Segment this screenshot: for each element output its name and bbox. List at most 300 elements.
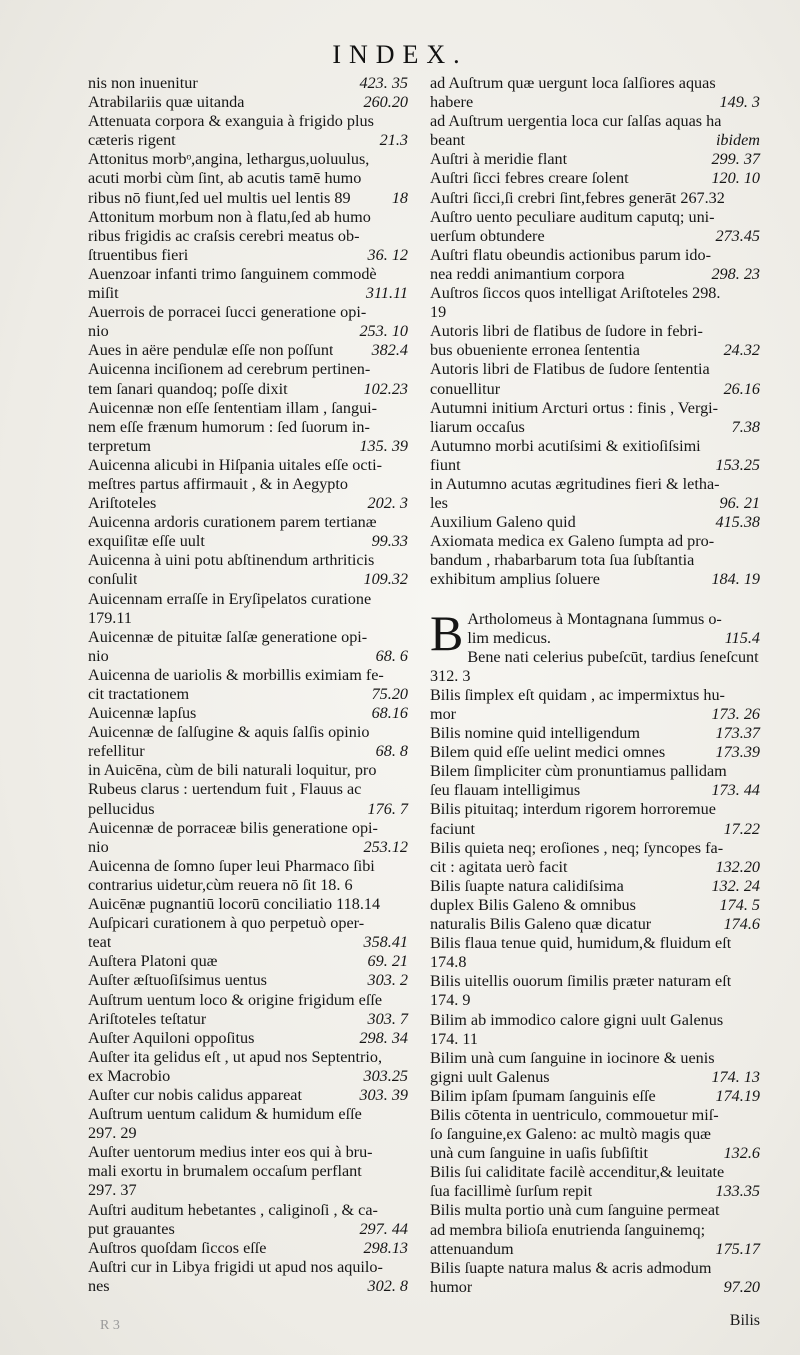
entry-ref: 26.16 bbox=[723, 379, 760, 398]
entry-text: Auſtros quoſdam ſiccos eſſe bbox=[88, 1238, 267, 1257]
entry-ref: 297. 44 bbox=[359, 1219, 408, 1238]
entry-ref: 173. 26 bbox=[711, 705, 760, 723]
index-line bbox=[430, 1125, 760, 1144]
entry-text: Bilis cōtenta in uentriculo, commouetur miſ- bbox=[430, 1105, 719, 1124]
entry-text: ad membra bilioſa enutrienda ſanguinemq; bbox=[430, 1220, 706, 1239]
index-line bbox=[88, 609, 408, 628]
entry-text: Autumno morbi acutiſsimi & exitioſiſsimi bbox=[430, 436, 701, 455]
index-line bbox=[88, 1010, 408, 1029]
entry-ref: 96. 21 bbox=[719, 494, 760, 513]
index-line bbox=[430, 667, 760, 686]
entry-text: nio bbox=[88, 646, 109, 665]
index-line bbox=[88, 933, 408, 952]
right-column bbox=[430, 74, 760, 1297]
index-line bbox=[430, 265, 760, 284]
entry-ref: 21.3 bbox=[379, 131, 408, 150]
index-line bbox=[430, 820, 760, 839]
index-line bbox=[430, 513, 760, 532]
entry-text: put grauantes bbox=[88, 1219, 175, 1238]
entry-text: Auſtrum uentum loco & origine frigidum eſſe bbox=[88, 990, 383, 1009]
entry-text: Bilis ſuapte natura calidiſsima bbox=[430, 876, 624, 895]
entry-text: Auſtro uento peculiare auditum caputq; uni- bbox=[430, 207, 715, 226]
entry-text: Auicennæ non eſſe ſententiam illam , ſangui- bbox=[88, 398, 378, 417]
index-line bbox=[430, 934, 760, 953]
entry-text: cit tractationem bbox=[88, 685, 190, 703]
catchword: Bilis bbox=[729, 1312, 760, 1329]
entry-ref: 303.25 bbox=[363, 1066, 408, 1085]
index-line bbox=[88, 150, 408, 169]
entry-text: 297. 29 bbox=[88, 1124, 137, 1143]
entry-text: Auicēnæ pugnantiū locorū conciliatio 118.14 bbox=[88, 895, 381, 914]
index-line bbox=[467, 610, 760, 629]
entry-text: nis non inuenitur bbox=[88, 74, 198, 92]
index-line bbox=[430, 418, 760, 437]
entry-ref: 115.4 bbox=[724, 628, 760, 647]
index-line bbox=[88, 1048, 408, 1067]
entry-ref: 174.6 bbox=[723, 915, 760, 934]
entry-ref: 75.20 bbox=[371, 685, 408, 703]
index-line bbox=[88, 1086, 408, 1105]
index-line bbox=[88, 227, 408, 246]
signature-mark: R 3 bbox=[100, 1318, 120, 1333]
entry-text: Ariſtoteles teſtatur bbox=[88, 1009, 207, 1028]
entry-text: tem ſanari quandoq; poſſe dixit bbox=[88, 379, 288, 398]
index-line bbox=[430, 1163, 760, 1182]
entry-ref: 174. 13 bbox=[711, 1067, 760, 1086]
entry-text: Auſtri à meridie flant bbox=[430, 150, 568, 169]
entry-text: 174.8 bbox=[430, 953, 467, 972]
index-line bbox=[88, 780, 408, 799]
entry-text: les bbox=[430, 494, 448, 513]
entry-ref: 253. 10 bbox=[359, 322, 408, 341]
entry-ref: 175.17 bbox=[715, 1239, 760, 1258]
index-line bbox=[430, 437, 760, 456]
entry-text: nio bbox=[88, 837, 109, 856]
index-line bbox=[88, 1239, 408, 1258]
index-line bbox=[430, 800, 760, 819]
entry-text: Auicennæ de pituitæ ſalſæ generatione opi- bbox=[88, 627, 368, 646]
entry-text: miſit bbox=[88, 284, 119, 303]
index-line bbox=[88, 1201, 408, 1220]
entry-text: Attonitum morbum non à flatu,ſed ab humo bbox=[88, 207, 371, 226]
entry-text: Autoris libri de Flatibus de ſudore ſententia bbox=[430, 360, 710, 379]
index-line bbox=[430, 1240, 760, 1259]
entry-text: mor bbox=[430, 705, 457, 723]
entry-text: ſo ſanguine,ex Galeno: ac multò magis quæ bbox=[430, 1125, 711, 1144]
index-line bbox=[88, 590, 408, 609]
index-line bbox=[88, 914, 408, 933]
entry-text: Bilis ſuapte natura malus & acris admodum bbox=[430, 1258, 712, 1277]
index-line bbox=[88, 723, 408, 742]
entry-ref: 36. 12 bbox=[367, 245, 408, 264]
index-line bbox=[430, 570, 760, 589]
entry-text: Auſter Aquiloni oppoſitus bbox=[88, 1028, 255, 1047]
page-title: INDEX. bbox=[332, 40, 468, 69]
index-line bbox=[88, 74, 408, 93]
index-line bbox=[430, 112, 760, 131]
entry-ref: 176. 7 bbox=[367, 799, 408, 818]
index-line bbox=[88, 93, 408, 112]
index-line bbox=[467, 629, 760, 648]
entry-ref: 273.45 bbox=[715, 226, 760, 245]
entry-text: nes bbox=[88, 1276, 110, 1295]
index-line bbox=[88, 169, 408, 188]
index-line bbox=[430, 1259, 760, 1278]
entry-text: Rubeus clarus : uertendum fuit , Flauus ac bbox=[88, 780, 362, 799]
entry-text: fiunt bbox=[430, 455, 461, 474]
entry-ref: 120. 10 bbox=[711, 169, 760, 188]
entry-ref: 17.22 bbox=[723, 819, 760, 838]
entry-text: faciunt bbox=[430, 819, 475, 838]
entry-ref: 24.32 bbox=[723, 341, 760, 360]
entry-text: Bilis nomine quid intelligendum bbox=[430, 724, 640, 743]
entry-ref: 358.41 bbox=[363, 933, 408, 952]
index-line bbox=[88, 1220, 408, 1239]
entry-text: Auſpicari curationem à quo perpetuò oper- bbox=[88, 914, 365, 933]
index-line bbox=[88, 418, 408, 437]
entry-text: meſtres partus affirmauit , & in Aegypto bbox=[88, 474, 348, 493]
entry-ref: 298. 34 bbox=[359, 1028, 408, 1047]
entry-ref: 299. 37 bbox=[711, 150, 760, 169]
entry-text: Bilis pituitaq; interdum rigorem horroremue bbox=[430, 800, 716, 819]
index-line bbox=[430, 284, 760, 303]
entry-text: uerſum obtundere bbox=[430, 226, 545, 245]
entry-ref: 415.38 bbox=[715, 513, 760, 532]
entry-text: Bilis ſui caliditate facilè accenditur,& leuitate bbox=[430, 1163, 725, 1182]
entry-text: Auſtera Platoni quæ bbox=[88, 952, 218, 971]
entry-text: Auſtri ſicci,ſi crebri ſint,febres generāt 267.32 bbox=[430, 188, 725, 207]
index-line bbox=[430, 743, 760, 762]
entry-text: Bilis quieta neq; eroſiones , neq; ſyncopes fa- bbox=[430, 838, 724, 857]
index-line bbox=[430, 341, 760, 360]
entry-text: ſeu flauam intelligimus bbox=[430, 781, 581, 800]
entry-text: Auicenna alicubi in Hiſpania uitales eſſe octi- bbox=[88, 455, 382, 474]
index-line bbox=[88, 704, 408, 723]
entry-ref: 298. 23 bbox=[711, 264, 760, 283]
entry-text: bandum , rhabarbarum tota ſua ſubſtantia bbox=[430, 551, 695, 570]
index-line bbox=[88, 895, 408, 914]
entry-text: gigni uult Galenus bbox=[430, 1067, 550, 1086]
entry-ref: 68. 8 bbox=[375, 742, 408, 761]
index-line bbox=[430, 915, 760, 934]
right-column-b-entries bbox=[430, 648, 760, 1297]
index-line bbox=[88, 265, 408, 284]
index-line bbox=[430, 953, 760, 972]
entry-text: beant bbox=[430, 131, 466, 150]
index-line bbox=[430, 93, 760, 112]
entry-text: cit : agitata uerò facit bbox=[430, 857, 568, 876]
entry-text: Auxilium Galeno quid bbox=[430, 513, 576, 532]
index-line bbox=[430, 456, 760, 475]
entry-text: Auicenna inciſionem ad cerebrum pertinen- bbox=[88, 360, 371, 379]
entry-text: attenuandum bbox=[430, 1239, 514, 1258]
index-line bbox=[430, 227, 760, 246]
entry-ref: 7.38 bbox=[731, 417, 760, 436]
index-line bbox=[467, 648, 760, 667]
index-line bbox=[430, 1106, 760, 1125]
entry-text: duplex Bilis Galeno & omnibus bbox=[430, 895, 636, 914]
entry-text: conſulit bbox=[88, 570, 138, 589]
index-line bbox=[430, 150, 760, 169]
index-line bbox=[88, 1277, 408, 1296]
index-line bbox=[430, 399, 760, 418]
index-line bbox=[430, 1049, 760, 1068]
entry-ref: 303. 7 bbox=[367, 1009, 408, 1028]
entry-text: Bilem ſimpliciter cùm pronuntiamus pallidam bbox=[430, 762, 727, 781]
index-line bbox=[430, 1068, 760, 1087]
right-column-a-entries bbox=[430, 74, 760, 590]
index-line bbox=[430, 877, 760, 896]
entry-text: contrarius uidetur,cùm reuera nō ſit 18. 6 bbox=[88, 875, 353, 894]
entry-text: naturalis Bilis Galeno quæ dicatur bbox=[430, 915, 652, 934]
index-line bbox=[430, 1182, 760, 1201]
entry-text: Auicenna de uariolis & morbillis eximiam fe- bbox=[88, 665, 384, 684]
index-line bbox=[88, 819, 408, 838]
entry-text: Auicennæ lapſus bbox=[88, 704, 197, 723]
entry-text: Auſter æſtuoſiſsimus uentus bbox=[88, 971, 267, 990]
entry-text: ſua facillimè ſurſum repit bbox=[430, 1182, 593, 1201]
entry-text: Auicenna de ſomno ſuper leui Pharmaco ſibi bbox=[88, 856, 375, 875]
entry-text: Axiomata medica ex Galeno ſumpta ad pro- bbox=[430, 532, 715, 551]
entry-text: 179.11 bbox=[88, 608, 132, 627]
entry-ref: 184. 19 bbox=[711, 570, 760, 589]
entry-ref: 153.25 bbox=[715, 455, 760, 474]
entry-text: Auſtri ſicci febres creare ſolent bbox=[430, 169, 629, 188]
index-line bbox=[430, 705, 760, 724]
index-line bbox=[430, 991, 760, 1010]
index-line bbox=[430, 322, 760, 341]
entry-text: nem eſſe frænum humorum : ſed ſuorum in- bbox=[88, 417, 370, 436]
index-line bbox=[88, 761, 408, 780]
entry-text: ſtruentibus fieri bbox=[88, 245, 189, 264]
entry-ref: 132.6 bbox=[723, 1144, 760, 1163]
entry-text: 312. 3 bbox=[430, 666, 471, 685]
index-line bbox=[430, 762, 760, 781]
index-line bbox=[88, 208, 408, 227]
entry-ref: 174.19 bbox=[715, 1086, 760, 1105]
entry-text: Auſtros ſiccos quos intelligat Ariſtoteles 298. bbox=[430, 284, 721, 303]
index-line bbox=[88, 838, 408, 857]
entry-text: Atrabilariis quæ uitanda bbox=[88, 93, 245, 112]
left-column bbox=[88, 74, 408, 1296]
entry-text: Auicenna à uini potu abſtinendum arthriticis bbox=[88, 551, 375, 570]
index-line bbox=[430, 131, 760, 150]
entry-text: 174. 9 bbox=[430, 991, 471, 1010]
entry-text: nio bbox=[88, 322, 109, 341]
entry-ref: 68.16 bbox=[371, 704, 408, 723]
index-line bbox=[430, 169, 760, 188]
entry-ref: 132.20 bbox=[715, 857, 760, 876]
index-line bbox=[88, 1143, 408, 1162]
entry-ref: 149. 3 bbox=[719, 93, 760, 112]
entry-text: Artholomeus à Montagnana ſummus o- bbox=[467, 609, 722, 628]
entry-text: in Autumno acutas ægritudines fieri & letha- bbox=[430, 474, 720, 493]
index-line bbox=[430, 1144, 760, 1163]
index-line bbox=[430, 189, 760, 208]
index-line bbox=[88, 1105, 408, 1124]
index-line bbox=[430, 1201, 760, 1220]
entry-text: Attenuata corpora & exanguia à frigido plus bbox=[88, 112, 374, 131]
entry-text: 19 bbox=[430, 303, 447, 322]
index-line bbox=[88, 437, 408, 456]
entry-text: ribus nō fiunt,ſed uel multis uel lentis 89 bbox=[88, 188, 351, 207]
entry-text: unà cum ſanguine in uaſis ſubſiſtit bbox=[430, 1144, 649, 1163]
index-line bbox=[430, 781, 760, 800]
index-line bbox=[430, 208, 760, 227]
entry-text: Auſter ita gelidus eſt , ut apud nos Septentrio, bbox=[88, 1047, 383, 1066]
index-line bbox=[88, 1258, 408, 1277]
entry-text: Attonitus morbᵒ,angina, lethargus,uoluulus, bbox=[88, 150, 370, 169]
index-line bbox=[88, 303, 408, 322]
entry-text: pellucidus bbox=[88, 799, 155, 818]
section-gap bbox=[430, 590, 760, 610]
entry-text: habere bbox=[430, 93, 474, 112]
entry-ref: 311.11 bbox=[365, 284, 408, 303]
entry-text: terpretum bbox=[88, 436, 151, 455]
entry-text: liarum occaſus bbox=[430, 417, 525, 436]
entry-ref: 99.33 bbox=[371, 532, 408, 551]
entry-ref: 302. 8 bbox=[367, 1276, 408, 1295]
entry-text: Auicenna ardoris curationem parem tertianæ bbox=[88, 513, 377, 532]
index-line bbox=[88, 647, 408, 666]
entry-ref: 68. 6 bbox=[375, 646, 408, 665]
index-line bbox=[430, 858, 760, 877]
entry-text: Bilis ſimplex eſt quidam , ac impermixtus hu- bbox=[430, 685, 725, 704]
index-line bbox=[88, 284, 408, 303]
entry-ref: 132. 24 bbox=[711, 876, 760, 895]
entry-text: refellitur bbox=[88, 742, 145, 761]
entry-text: 174. 11 bbox=[430, 1029, 478, 1048]
index-line bbox=[430, 724, 760, 743]
entry-text: Auſtri auditum hebetantes , caliginoſi , & ca- bbox=[88, 1200, 378, 1219]
entry-text: ribus frigidis ac craſsis cerebri meatus ob- bbox=[88, 226, 360, 245]
index-line bbox=[88, 494, 408, 513]
entry-ref: ibidem bbox=[715, 131, 760, 150]
entry-text: in Auicēna, cùm de bili naturali loquitur, pro bbox=[88, 761, 377, 780]
entry-text: Bene nati celerius pubeſcūt, tardius ſeneſcunt bbox=[467, 647, 759, 666]
entry-text: Bilim unà cum ſanguine in iocinore & uenis bbox=[430, 1048, 715, 1067]
entry-ref: 303. 39 bbox=[359, 1085, 408, 1104]
entry-ref: 202. 3 bbox=[367, 494, 408, 513]
index-line bbox=[88, 666, 408, 685]
entry-ref: 69. 21 bbox=[367, 952, 408, 971]
index-line bbox=[430, 896, 760, 915]
entry-text: Autumni initium Arcturi ortus : finis , Vergi- bbox=[430, 398, 719, 417]
index-line bbox=[430, 380, 760, 399]
entry-ref: 303. 2 bbox=[367, 971, 408, 990]
entry-text: Auſter cur nobis calidus appareat bbox=[88, 1085, 302, 1104]
drop-cap: B bbox=[430, 604, 464, 661]
entry-text: acuti morbi cùm ſint, ab acutis tamē humo bbox=[88, 169, 362, 188]
index-line bbox=[88, 380, 408, 399]
entry-text: teat bbox=[88, 933, 112, 952]
index-line bbox=[430, 1030, 760, 1049]
index-line bbox=[88, 1067, 408, 1086]
entry-text: Auſter uentorum medius inter eos qui à bru- bbox=[88, 1143, 373, 1162]
entry-text: Auicennæ de ſalſugine & aquis ſalſis opinio bbox=[88, 723, 370, 742]
index-line bbox=[88, 628, 408, 647]
entry-text: Auicennam erraſſe in Eryſipelatos curatione bbox=[88, 589, 372, 608]
entry-ref: 382.4 bbox=[371, 341, 408, 360]
index-line bbox=[430, 1278, 760, 1297]
entry-ref: 298.13 bbox=[363, 1238, 408, 1257]
entry-text: ad Auſtrum quæ uergunt loca ſalſiores aquas bbox=[430, 74, 716, 92]
index-line bbox=[88, 1181, 408, 1200]
entry-ref: 423. 35 bbox=[359, 74, 408, 92]
index-line bbox=[88, 991, 408, 1010]
index-line bbox=[88, 112, 408, 131]
index-line bbox=[430, 1087, 760, 1106]
entry-text: exhibitum amplius ſoluere bbox=[430, 570, 600, 589]
entry-text: Bilim ab immodico calore gigni uult Galenus bbox=[430, 1010, 724, 1029]
entry-text: bus obueniente erronea ſententia bbox=[430, 341, 640, 360]
entry-ref: 133.35 bbox=[715, 1182, 760, 1201]
entry-text: Bilim ipſam ſpumam ſanguinis eſſe bbox=[430, 1086, 656, 1105]
index-line bbox=[430, 551, 760, 570]
index-line bbox=[88, 513, 408, 532]
index-line bbox=[88, 131, 408, 150]
entry-text: Bilem quid eſſe uelint medici omnes bbox=[430, 743, 666, 762]
index-line bbox=[430, 74, 760, 93]
entry-text: Auſtri cur in Libya frigidi ut apud nos aquilo- bbox=[88, 1257, 383, 1276]
index-line bbox=[88, 475, 408, 494]
entry-text: exquiſitæ eſſe uult bbox=[88, 532, 205, 551]
entry-text: nea reddi animantium corpora bbox=[430, 264, 625, 283]
index-line bbox=[88, 189, 408, 208]
index-line bbox=[430, 532, 760, 551]
entry-ref: 173. 44 bbox=[711, 781, 760, 800]
index-line bbox=[430, 303, 760, 322]
index-line bbox=[430, 360, 760, 379]
entry-text: Autoris libri de flatibus de ſudore in febri- bbox=[430, 322, 703, 341]
entry-text: cæteris rigent bbox=[88, 131, 176, 150]
index-line bbox=[88, 876, 408, 895]
entry-text: Bilis multa portio unà cum ſanguine permeat bbox=[430, 1201, 720, 1220]
index-line bbox=[88, 570, 408, 589]
entry-text: Auerrois de porracei ſucci generatione opi- bbox=[88, 303, 367, 322]
entry-ref: 253.12 bbox=[363, 837, 408, 856]
index-line bbox=[430, 475, 760, 494]
index-line bbox=[88, 322, 408, 341]
entry-ref: 173.37 bbox=[715, 724, 760, 743]
entry-ref: 260.20 bbox=[363, 93, 408, 112]
entry-ref: 18 bbox=[391, 188, 408, 207]
index-line bbox=[430, 1011, 760, 1030]
index-line bbox=[430, 686, 760, 705]
index-line bbox=[430, 494, 760, 513]
entry-ref: 135. 39 bbox=[359, 436, 408, 455]
index-line bbox=[430, 1221, 760, 1240]
index-line bbox=[88, 246, 408, 265]
entry-text: conuellitur bbox=[430, 379, 501, 398]
entry-text: ad Auſtrum uergentia loca cur ſalſas aquas ha bbox=[430, 112, 722, 131]
index-line bbox=[88, 399, 408, 418]
index-line bbox=[430, 246, 760, 265]
entry-ref: 102.23 bbox=[363, 379, 408, 398]
entry-text: Auenzoar infanti trimo ſanguinem commodè bbox=[88, 264, 377, 283]
entry-text: Auſtri flatu obeundis actionibus parum ido- bbox=[430, 245, 711, 264]
entry-text: Auſtrum uentum calidum & humidum eſſe bbox=[88, 1105, 362, 1124]
index-line bbox=[88, 1029, 408, 1048]
entry-text: Aues in aëre pendulæ eſſe non poſſunt bbox=[88, 341, 334, 360]
index-line bbox=[88, 952, 408, 971]
entry-text: Ariſtoteles bbox=[88, 494, 157, 513]
entry-text: Bilis uitellis ouorum ſimilis præter naturam eſt bbox=[430, 972, 732, 991]
index-line bbox=[88, 532, 408, 551]
index-line bbox=[88, 857, 408, 876]
index-line bbox=[88, 800, 408, 819]
entry-text: lim medicus. bbox=[467, 628, 551, 647]
